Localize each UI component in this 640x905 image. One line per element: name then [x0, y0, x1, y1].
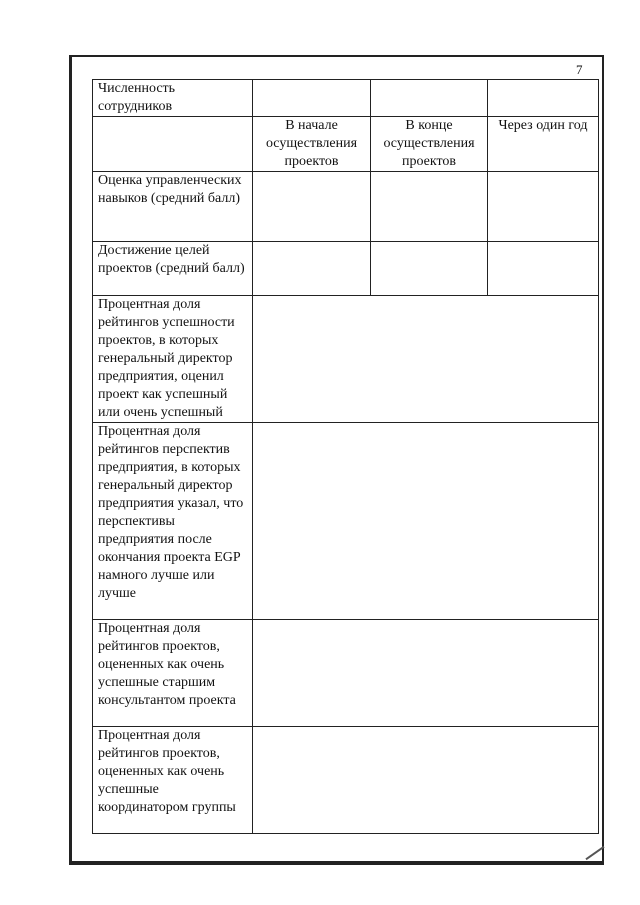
header-start: В начале осуществления проектов	[253, 117, 371, 172]
table-cell	[488, 172, 599, 242]
table-merged-cell	[253, 727, 599, 834]
header-one-year: Через один год	[488, 117, 599, 172]
table-cell	[371, 80, 488, 117]
row-label-management-skills: Оценка управленческих навыков (средний балл)	[93, 172, 253, 242]
header-end: В конце осуществления проектов	[371, 117, 488, 172]
table-row	[93, 620, 599, 727]
table-cell	[371, 172, 488, 242]
table-merged-cell	[253, 296, 599, 423]
header-blank-cell	[93, 117, 253, 172]
table-header-row	[93, 117, 599, 172]
table-cell	[253, 80, 371, 117]
row-label-goal-achievement: Достижение целей проектов (средний балл)	[93, 242, 253, 296]
table-row	[93, 80, 599, 117]
row-label-consultant-ratings: Процентная доля рейтингов проектов, оцененных как очень успешные старшим консультантом проекта	[93, 620, 253, 727]
table-cell	[253, 242, 371, 296]
page-number: 7	[576, 62, 583, 77]
row-label-success-ratings: Процентная доля рейтингов успешности проектов, в которых генеральный директор предприятия, оценил проект как успешный или очень успешный	[93, 296, 253, 423]
row-label-staff-count: Численность сотрудников	[93, 80, 253, 117]
table-row	[93, 423, 599, 620]
evaluation-table	[92, 79, 599, 834]
table-merged-cell	[253, 620, 599, 727]
row-label-coordinator-ratings: Процентная доля рейтингов проектов, оцененных как очень успешные координатором группы	[93, 727, 253, 834]
table-row	[93, 172, 599, 242]
table-cell	[253, 172, 371, 242]
table-cell	[488, 242, 599, 296]
row-label-prospects-ratings: Процентная доля рейтингов перспектив предприятия, в которых генеральный директор предприятия указал, что перспективы предприятия после окончания проекта EGP намного лучше или лучше	[93, 423, 253, 620]
table-row	[93, 296, 599, 423]
table-row	[93, 242, 599, 296]
table-merged-cell	[253, 423, 599, 620]
table-row	[93, 727, 599, 834]
table-cell	[371, 242, 488, 296]
table-cell	[488, 80, 599, 117]
